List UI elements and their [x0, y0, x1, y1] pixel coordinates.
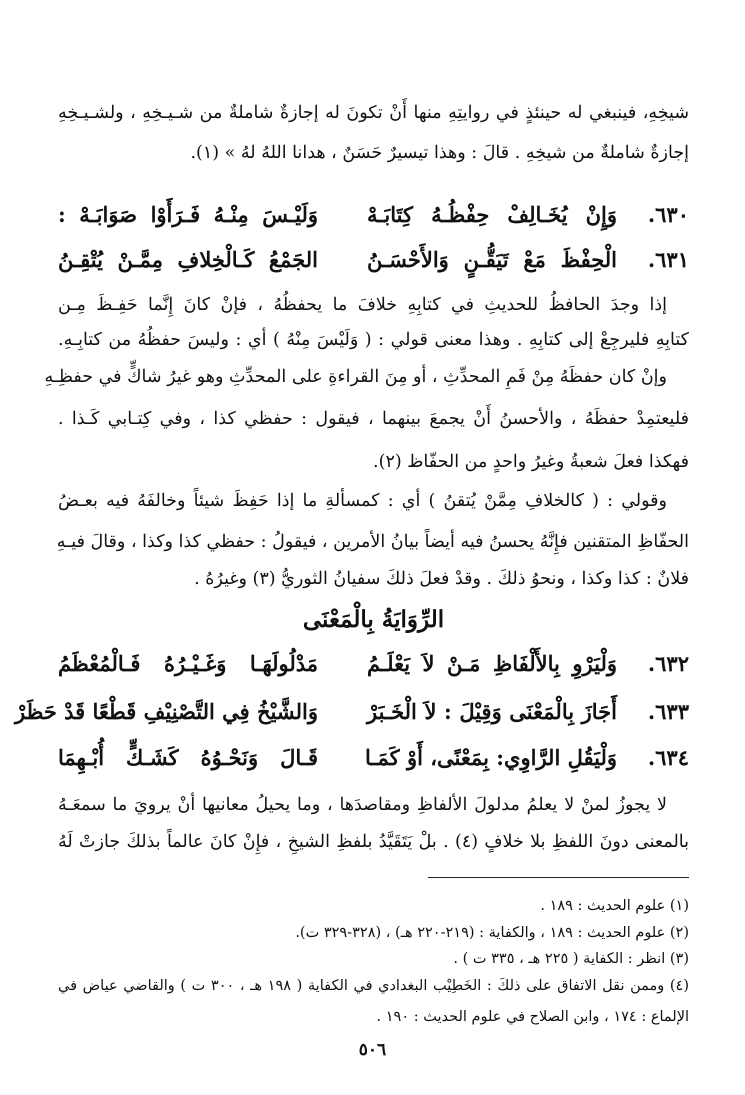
footnote-1: (١) علوم الحديث : ١٨٩ .	[540, 898, 689, 914]
verse-hemistich-second: وَلَيْـسَ مِنْـهُ فَـرَأَوْا صَوَابَـهْ :	[58, 202, 318, 227]
section-heading: الرِّوَايَةُ بِالْمَعْنَى	[302, 606, 445, 633]
para3-line-1: لا يجوزُ لمنْ لا يعلمُ مدلولَ الألفاظِ ومقاصدَها ، وما يحيلُ معانيها أنْ يرويَ ما سمعَـهُ	[58, 795, 667, 815]
footnote-4-continued: الإلماع : ١٧٤ ، وابن الصلاح في علوم الحديث : ١٩٠ .	[376, 1009, 689, 1025]
para1-line-2: كتابِهِ فليرجِعْ إلى كتابِهِ . وهذا معنى قولي : ( وَلَيْسَ مِنْهُ ) أي : وليسَ حفظُهُ من كتابِـهِ.	[58, 330, 689, 350]
verse-630	[58, 195, 689, 235]
page-number: ٥٠٦	[358, 1040, 387, 1060]
para2-line-1: وقولي : ( كالخلافِ مِمَّنْ يُتقنُ ) أي : كمسألةِ ما إذا حَفِظَ شيئاً وخالفَهُ فيه بعـضُ	[58, 491, 667, 511]
para1-line-4: فليعتمِدْ حفظَهُ ، والأحسنُ أَنْ يجمعَ بينهما ، فيقول : حفظي كذا ، وفي كِتـابي كَـذا .	[58, 409, 689, 429]
footnote-3: (٣) انظر : الكفاية ( ٢٢٥ هـ ، ٣٣٥ ت ) .	[453, 951, 689, 967]
verse-hemistich-second: قَـالَ وَنَحْـوُهُ كَشَـكٍّ أُبْـهِمَا	[58, 745, 318, 770]
verse-hemistich-second: وَالشَّيْخُ فِي التَّصْنِيْفِ قَطْعًا قَدْ حَظَرْ	[15, 699, 318, 724]
footnote-2: (٢) علوم الحديث : ١٨٩ ، والكفاية : (٢١٩-٢٢٠ هـ) ، (٣٢٨-٣٢٩ ت).	[295, 925, 689, 941]
verse-number: ٦٣٠.	[647, 202, 689, 227]
para3-line-2: بالمعنى دونَ اللفظِ بلا خلافٍ (٤) . بلْ يَتَقَيَّدُ بلفظِ الشيخِ ، فإِنْ كانَ عالماً بذلكَ جازتْ لَهُ	[58, 832, 689, 852]
verse-hemistich-first: وَلْيَقُلِ الرَّاوِي: بِمَعْنًى، أَوْ كَمَـا	[364, 745, 617, 770]
para1-line-3: وإنْ كان حفظَهُ مِنْ فَمِ المحدِّثِ ، أو مِنَ القراءةِ على المحدِّثِ وهو غيرُ شاكٍّ في حفظِـهِ	[44, 367, 667, 387]
verse-hemistich-first: وَلْيَرْوِ بِالأَلْفَاظِ مَـنْ لاَ يَعْلَـمُ	[367, 651, 617, 676]
verse-632	[58, 644, 689, 684]
para2-line-3: فلانٌ : كذا وكذا ، ونحوُ ذلكَ . وقدْ فعلَ ذلكَ سفيانُ الثوريُّ (٣) وغيرُهُ .	[194, 569, 689, 589]
verse-number: ٦٣٣.	[647, 699, 689, 724]
footnote-divider	[428, 877, 689, 878]
verse-633	[15, 692, 689, 732]
intro-line-1: شيخِهِ، فينبغي له حينئذٍ في روايتِهِ منها أَنْ تكونَ له إجازةٌ شاملةٌ من شـيـخِهِ ، ولشـيـخِهِ	[58, 103, 689, 123]
verse-hemistich-first: وَإِنْ يُخَـالِفْ حِفْظُـهُ كِتَابَـهْ	[367, 202, 617, 227]
verse-number: ٦٣٤.	[647, 745, 689, 770]
para1-line-1: إذا وجدَ الحافظُ للحديثِ في كتابِهِ خلافَ ما يحفظُهُ ، فإنْ كانَ إِنَّما حَفِـظَ مِـن	[58, 295, 667, 315]
footnote-4: (٤) وممن نقل الاتفاق على ذلكَ : الخَطِيْب البغدادي في الكفاية ( ١٩٨ هـ ، ٣٠٠ ت ) والقاضي عياض في	[58, 978, 690, 994]
verse-number: ٦٣١.	[647, 247, 689, 272]
verse-634	[58, 738, 689, 778]
verse-hemistich-first: الْحِفْظَ مَعْ تَيَقُّـنٍ وَالأَحْسَـنُ	[367, 247, 617, 272]
verse-hemistich-second: الجَمْعُ كَـالْخِلافِ مِمَّـنْ يُتْقِـنُ	[58, 247, 318, 272]
verse-hemistich-second: مَدْلُولَهَـا وَغَـيْـرُهُ فَـالْمُعْظَمُ	[58, 651, 318, 676]
para2-line-2: الحفّاظِ المتقنين فإِنَّهُ يحسنُ فيه أيضاً بيانُ الأمرين ، فيقولُ : حفظي كذا وكذا ، وقالَ فيـهِ	[56, 532, 689, 552]
verse-631	[58, 240, 689, 280]
intro-line-2: إجازةٌ شاملةٌ من شيخِهِ . قالَ : وهذا تيسيرٌ حَسَنٌ ، هدانا اللهُ لهُ » (١).	[190, 143, 689, 163]
verse-number: ٦٣٢.	[647, 651, 689, 676]
verse-hemistich-first: أَجَازَ بِالْمَعْنَى وَقِيْلَ : لاَ الْخَـبَرْ	[367, 699, 617, 724]
para1-line-5: فهكذا فعلَ شعبةُ وغيرُ واحدٍ من الحفّاظ (٢).	[373, 452, 689, 472]
